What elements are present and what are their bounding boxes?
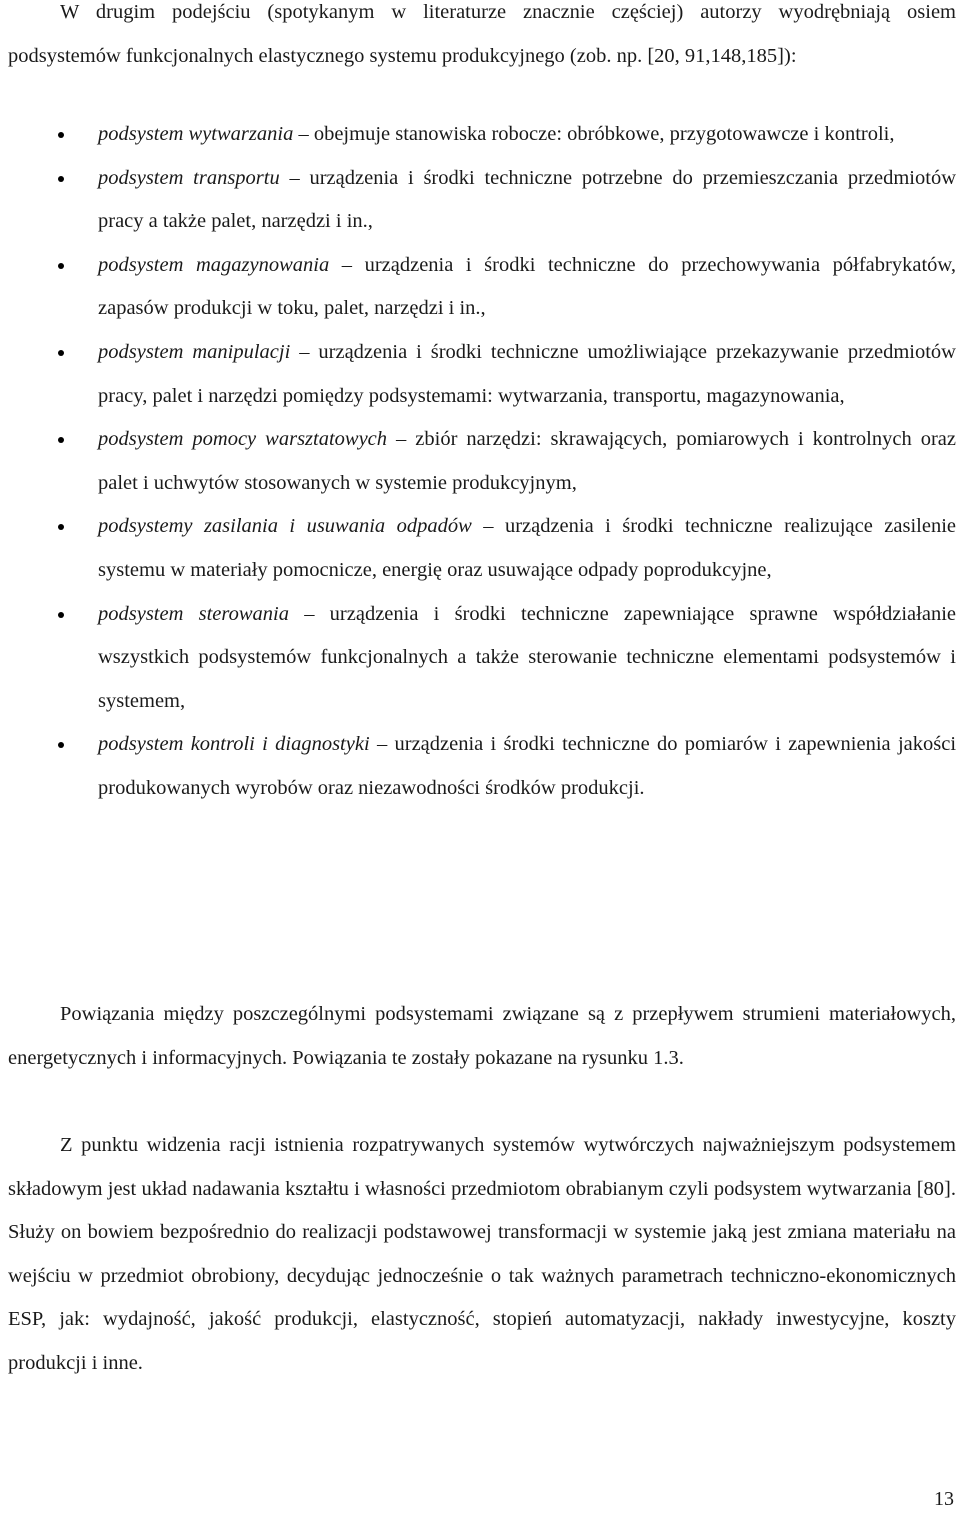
item-text: – urządzenia i środki techniczne do pomiarów i zapewnienia jakości produkowanych wyrobów oraz niezawodności środków produkcji. (98, 733, 957, 799)
list-item (0, 157, 958, 244)
bullet-icon (58, 350, 64, 356)
intro-paragraph: W drugim podejściu (spotykanym w literaturze znacznie częściej) autorzy wyodrębniają osiem podsystemów funkcjonalnych elastycznego systemu produkcyjnego (zob. np. [20, 91,148,185]): (8, 1, 956, 67)
page-number: 13 (934, 1488, 954, 1510)
item-term: podsystem pomocy warsztatowych (98, 428, 388, 451)
item-term: podsystem magazynowania (98, 253, 330, 276)
list-item (0, 331, 958, 418)
list-item (0, 113, 958, 157)
list-item (0, 418, 958, 505)
item-term: podsystem transportu (98, 166, 280, 189)
item-term: podsystem sterowania (98, 602, 289, 625)
item-text: – obejmuje stanowiska robocze: obróbkowe, przygotowawcze i kontroli, (293, 123, 895, 145)
item-text: – zbiór narzędzi: skrawających, pomiarowych i kontrolnych oraz palet i uchwytów stosowanych w systemie produkcyjnym, (98, 428, 956, 494)
bullet-icon (58, 176, 64, 182)
relations-paragraph: Powiązania między poszczególnymi podsystemami związane są z przepływem strumieni materiałowych, energetycznych i informacyjnych. Powiązania te zostały pokazane na rysunku 1.3. (8, 1003, 956, 1069)
list-item (0, 593, 958, 724)
item-term: podsystem kontroli i diagnostyki (98, 733, 370, 756)
item-text: – urządzenia i środki techniczne zapewniające sprawne współdziałanie wszystkich podsystemów funkcjonalnych a także sterowanie techniczne elementami podsystemów i systemem, (98, 602, 956, 712)
item-text: – urządzenia i środki techniczne potrzebne do przemieszczania przedmiotów pracy a także palet, narzędzi i in., (98, 166, 956, 233)
item-term: podsystemy zasilania i usuwania odpadów (98, 515, 472, 538)
production-subsystem-paragraph: Z punktu widzenia racji istnienia rozpatrywanych systemów wytwórczych najważniejszym podsystemem składowym jest układ nadawania kształtu i własności przedmiotom obrabianym czyli podsystem wytwarzania [80]. Służy on bowiem bezpośrednio do realizacji podstawowej transformacji w systemie jaką jest zmiana materiału na wejściu w przedmiot obrobiony, decydując jednocześnie o tak ważnych parametrach techniczno-ekonomicznych ESP, jak: wydajność, jakość produkcji, elastyczność, stopień automatyzacji, nakłady inwestycyjne, koszty produkcji i inne. (8, 1134, 956, 1374)
list-item (0, 505, 958, 592)
item-text: – urządzenia i środki techniczne umożliwiające przekazywanie przedmiotów pracy, palet i narzędzi pomiędzy podsystemami: wytwarzania, transportu, magazynowania, (98, 340, 956, 407)
bullet-icon (58, 524, 64, 530)
bullet-icon (58, 742, 64, 748)
subsystem-list (0, 113, 958, 811)
list-item (0, 244, 958, 331)
bullet-icon (58, 437, 64, 443)
item-text: – urządzenia i środki techniczne realizujące zasilenie systemu w materiały pomocnicze, energię oraz usuwające odpady poprodukcyjne, (98, 515, 956, 581)
bullet-icon (58, 132, 64, 138)
list-item (0, 723, 958, 810)
bullet-icon (58, 612, 64, 618)
bullet-icon (58, 263, 64, 269)
item-term: podsystem wytwarzania (98, 123, 294, 145)
item-text: – urządzenia i środki techniczne do przechowywania półfabrykatów, zapasów produkcji w toku, palet, narzędzi i in., (98, 253, 956, 320)
item-term: podsystem manipulacji (98, 340, 291, 363)
